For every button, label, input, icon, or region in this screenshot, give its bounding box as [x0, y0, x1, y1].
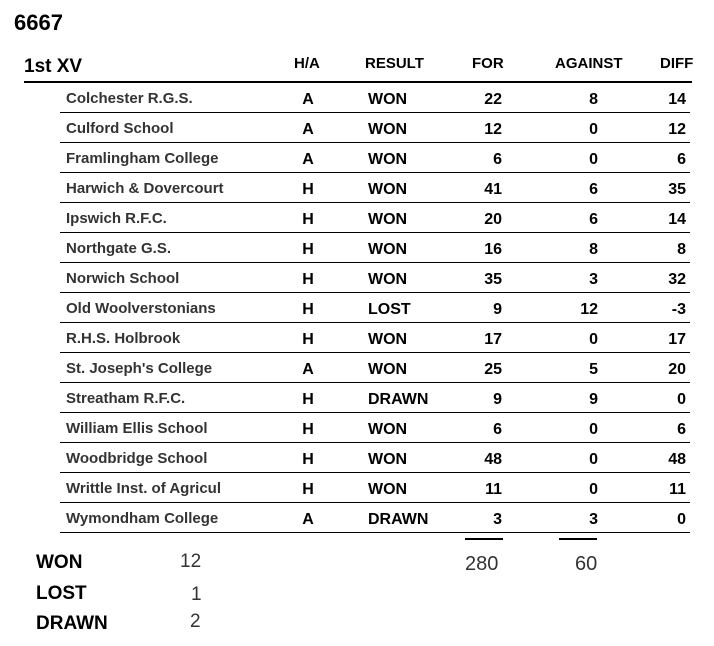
home-away: A	[302, 151, 314, 168]
points-against: 0	[589, 481, 598, 498]
table-row	[0, 353, 714, 383]
opponent-name: Norwich School	[66, 270, 180, 287]
points-diff: 48	[668, 451, 686, 468]
points-against: 9	[589, 391, 598, 408]
opponent-name: Framlingham College	[66, 150, 219, 167]
points-diff: 14	[668, 91, 686, 108]
home-away: A	[302, 361, 314, 378]
opponent-name: Writtle Inst. of Agricul	[66, 480, 222, 497]
header-ha: H/A	[294, 55, 320, 72]
summary-lost-label: LOST	[36, 583, 87, 604]
points-for: 16	[484, 241, 502, 258]
points-diff: 8	[677, 241, 686, 258]
total-rule-against	[559, 538, 597, 540]
table-row	[0, 503, 714, 533]
points-diff: 14	[668, 211, 686, 228]
points-against: 6	[589, 211, 598, 228]
table-row	[0, 203, 714, 233]
result: WON	[368, 151, 408, 168]
points-diff: 35	[668, 181, 686, 198]
home-away: H	[302, 241, 314, 258]
opponent-name: R.H.S. Holbrook	[66, 330, 181, 347]
home-away: H	[302, 481, 314, 498]
points-against: 0	[589, 151, 598, 168]
points-diff: 11	[669, 481, 686, 498]
points-for: 41	[484, 181, 502, 198]
opponent-name: Streatham R.F.C.	[66, 390, 186, 407]
result: WON	[368, 451, 408, 468]
points-against: 0	[589, 451, 598, 468]
points-against: 0	[589, 331, 598, 348]
summary-lost-value: 1	[191, 584, 202, 605]
points-for: 6	[493, 421, 502, 438]
result: DRAWN	[368, 391, 429, 408]
table-row	[0, 443, 714, 473]
summary-drawn-value: 2	[190, 611, 201, 632]
points-for: 9	[493, 391, 502, 408]
points-for: 25	[484, 361, 502, 378]
points-for: 11	[485, 481, 502, 498]
header-against: AGAINST	[555, 55, 623, 72]
table-row	[0, 83, 714, 113]
table-row	[0, 473, 714, 503]
table-row	[0, 263, 714, 293]
points-for: 6	[493, 151, 502, 168]
points-against: 0	[589, 121, 598, 138]
summary-drawn-label: DRAWN	[36, 613, 108, 634]
result: WON	[368, 421, 408, 438]
points-diff: 0	[677, 391, 686, 408]
result: WON	[368, 331, 408, 348]
home-away: H	[302, 301, 314, 318]
home-away: A	[302, 121, 314, 138]
opponent-name: Northgate G.S.	[66, 240, 172, 257]
result: WON	[368, 181, 408, 198]
points-against: 6	[589, 181, 598, 198]
header-result: RESULT	[365, 55, 424, 72]
header-for: FOR	[472, 55, 504, 72]
result: DRAWN	[368, 511, 429, 528]
result: WON	[368, 121, 408, 138]
points-against: 5	[589, 361, 598, 378]
points-for: 3	[493, 511, 502, 528]
table-row	[0, 173, 714, 203]
result: WON	[368, 211, 408, 228]
points-for: 12	[484, 121, 502, 138]
table-row	[0, 143, 714, 173]
result: WON	[368, 241, 408, 258]
home-away: H	[302, 271, 314, 288]
points-against: 0	[589, 421, 598, 438]
points-against: 12	[580, 301, 598, 318]
opponent-name: Culford School	[66, 120, 174, 137]
points-for: 20	[484, 211, 502, 228]
points-for: 22	[484, 91, 502, 108]
points-diff: 17	[668, 331, 686, 348]
opponent-name: William Ellis School	[66, 420, 208, 437]
home-away: A	[302, 511, 314, 528]
opponent-name: Old Woolverstonians	[66, 300, 216, 317]
points-diff: 6	[677, 421, 686, 438]
points-against: 3	[589, 511, 598, 528]
result: WON	[368, 91, 408, 108]
points-against: 3	[589, 271, 598, 288]
header-diff: DIFF	[660, 55, 694, 72]
table-row	[0, 323, 714, 353]
home-away: H	[302, 391, 314, 408]
result: WON	[368, 481, 408, 498]
table-row	[0, 113, 714, 143]
home-away: H	[302, 211, 314, 228]
points-for: 17	[484, 331, 502, 348]
opponent-name: Ipswich R.F.C.	[66, 210, 167, 227]
points-diff: 6	[677, 151, 686, 168]
points-against: 8	[589, 91, 598, 108]
year-title: 6667	[14, 10, 63, 35]
points-diff: 12	[668, 121, 686, 138]
opponent-name: Harwich & Dovercourt	[66, 180, 224, 197]
total-for: 280	[465, 553, 499, 575]
points-diff: 20	[668, 361, 686, 378]
home-away: H	[302, 421, 314, 438]
table-row	[0, 233, 714, 263]
home-away: A	[302, 91, 314, 108]
points-diff: 32	[668, 271, 686, 288]
table-row	[0, 383, 714, 413]
total-against: 60	[575, 553, 598, 575]
points-for: 48	[484, 451, 502, 468]
table-row	[0, 413, 714, 443]
home-away: H	[302, 181, 314, 198]
table-row	[0, 293, 714, 323]
total-rule-for	[465, 538, 503, 540]
opponent-name: Wymondham College	[66, 510, 219, 527]
opponent-name: St. Joseph's College	[66, 360, 213, 377]
home-away: H	[302, 451, 314, 468]
opponent-name: Colchester R.G.S.	[66, 90, 193, 107]
results-table	[0, 83, 714, 533]
summary-won-value: 12	[180, 551, 202, 572]
points-against: 8	[589, 241, 598, 258]
points-diff: -3	[671, 301, 686, 318]
result: LOST	[368, 301, 411, 318]
team-title: 1st XV	[24, 56, 83, 77]
result: WON	[368, 271, 408, 288]
points-for: 9	[493, 301, 502, 318]
summary-won-label: WON	[36, 552, 83, 573]
home-away: H	[302, 331, 314, 348]
points-for: 35	[484, 271, 502, 288]
result: WON	[368, 361, 408, 378]
points-diff: 0	[677, 511, 686, 528]
opponent-name: Woodbridge School	[66, 450, 208, 467]
